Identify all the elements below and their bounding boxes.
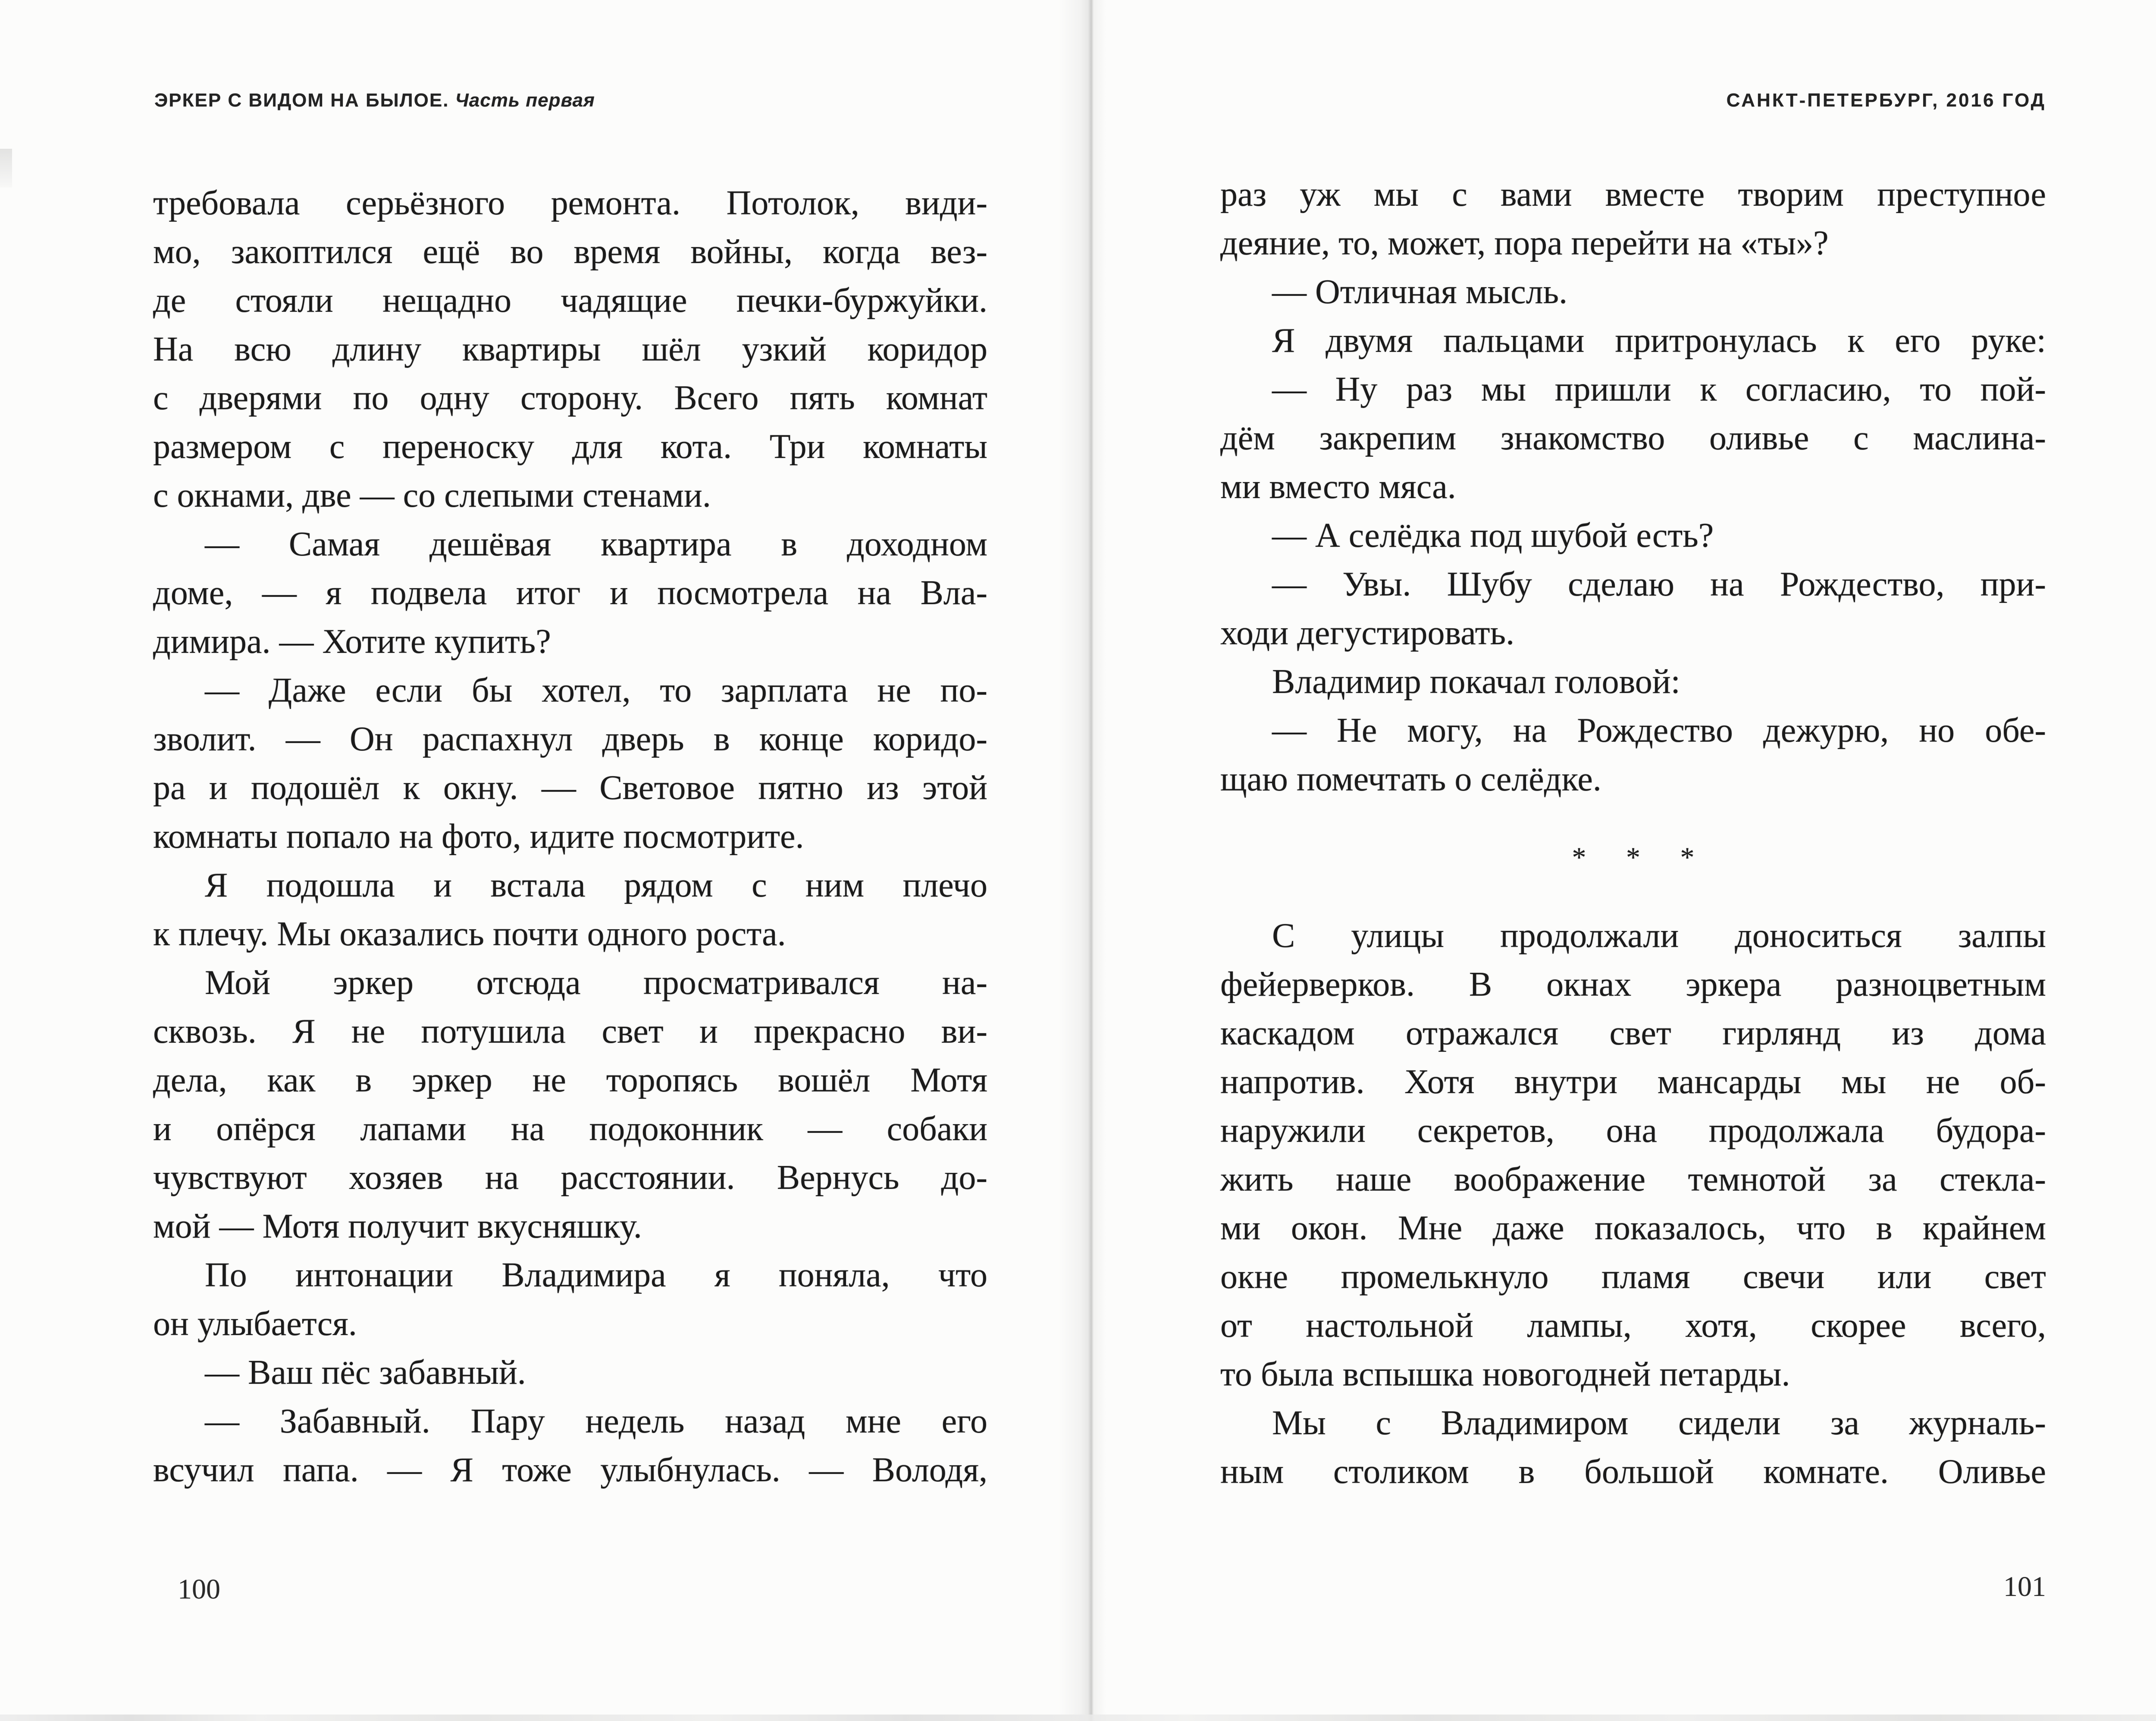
text-line: щаю помечтать о селёдке. [1220, 760, 1601, 798]
text-line: раз уж мы с вами вместе творим преступное [1220, 176, 2046, 213]
text-line: окне промелькнуло пламя свечи или свет [1220, 1258, 2046, 1296]
text-line: доме, — я подвела итог и посмотрела на Вла- [153, 574, 987, 612]
page-gutter [1059, 0, 1106, 1721]
text-line: Владимир покачал головой: [1272, 663, 1680, 701]
text-line: наружили секретов, она продолжала будора- [1220, 1112, 2046, 1150]
scan-edge-noise [0, 149, 12, 188]
text-line: и опёрся лапами на подоконник — собаки [153, 1110, 987, 1148]
scan-bottom-edge [0, 1715, 2156, 1721]
text-line: — Увы. Шубу сделаю на Рождество, при- [1272, 565, 2046, 603]
right-page-text-bottom [1220, 912, 2046, 1496]
text-line: чувствуют хозяев на расстоянии. Вернусь до- [153, 1159, 987, 1197]
text-line: с окнами, две — со слепыми стенами. [153, 476, 711, 514]
text-line: ходи дегустировать. [1220, 614, 1515, 652]
text-line: каскадом отражался свет гирлянд из дома [1220, 1014, 2046, 1052]
left-page-text [153, 179, 987, 1495]
text-line: ным столиком в большой комнате. Оливье [1220, 1453, 2046, 1491]
right-page-text-top [1220, 170, 2046, 804]
section-separator: * * * [1572, 842, 1711, 873]
right-page-text [1220, 170, 2046, 1496]
text-line: — Даже если бы хотел, то зарплата не по- [205, 671, 987, 709]
text-line: — Самая дешёвая квартира в доходном [205, 525, 987, 563]
text-line: с дверями по одну сторону. Всего пять комнат [153, 379, 987, 417]
right-page-number: 101 [2003, 1571, 2046, 1602]
text-line: — Ваш пёс забавный. [205, 1354, 526, 1392]
text-line: комнаты попало на фото, идите посмотрите. [153, 818, 804, 856]
text-line: ми окон. Мне даже показалось, что в крайнем [1220, 1209, 2046, 1247]
text-line: ра и подошёл к окну. — Световое пятно из этой [153, 769, 987, 807]
text-line: размером с переноску для кота. Три комнаты [153, 428, 987, 466]
text-line: — Не могу, на Рождество дежурю, но обе- [1272, 712, 2046, 749]
text-line: напротив. Хотя внутри мансарды мы не об- [1220, 1063, 2046, 1101]
text-line: Мы с Владимиром сидели за журналь- [1272, 1404, 2046, 1442]
text-line: жить наше воображение темнотой за стекла- [1220, 1160, 2046, 1198]
text-line: сквозь. Я не потушила свет и прекрасно ви- [153, 1013, 987, 1050]
text-line: то была вспышка новогодней петарды. [1220, 1355, 1790, 1393]
left-running-header [154, 90, 595, 111]
right-running-header [1220, 90, 2046, 111]
text-line: — Забавный. Пару недель назад мне его [205, 1402, 987, 1440]
text-line: дём закрепим знакомство оливье с маслина- [1220, 419, 2046, 457]
text-line: С улицы продолжали доноситься залпы [1272, 917, 2046, 955]
left-page-number: 100 [178, 1574, 220, 1605]
text-line: Мой эркер отсюда просматривался на- [205, 964, 987, 1002]
text-line: деяние, то, может, пора перейти на «ты»? [1220, 224, 1829, 262]
text-line: зволит. — Он распахнул дверь в конце коридо- [153, 720, 987, 758]
text-line: На всю длину квартиры шёл узкий коридор [153, 330, 987, 368]
right-header-title: САНКТ-ПЕТЕРБУРГ, 2016 ГОД [1726, 90, 2046, 111]
text-line: он улыбается. [153, 1305, 357, 1343]
text-line: Я подошла и встала рядом с ним плечо [205, 866, 987, 904]
text-line: димира. — Хотите купить? [153, 623, 551, 661]
text-line: По интонации Владимира я поняла, что [205, 1256, 987, 1294]
text-line: — А селёдка под шубой есть? [1272, 517, 1714, 555]
text-line: — Отличная мысль. [1272, 273, 1568, 311]
text-line: требовала серьёзного ремонта. Потолок, види- [153, 184, 987, 222]
text-line: Я двумя пальцами притронулась к его руке: [1272, 322, 2046, 360]
text-line: от настольной лампы, хотя, скорее всего, [1220, 1307, 2046, 1345]
text-line: фейерверков. В окнах эркера разноцветным [1220, 966, 2046, 1003]
text-line: всучил папа. — Я тоже улыбнулась. — Володя, [153, 1451, 987, 1489]
text-line: де стояли нещадно чадящие печки-буржуйки. [153, 282, 987, 320]
text-line: к плечу. Мы оказались почти одного роста. [153, 915, 786, 953]
text-line: мой — Мотя получит вкусняшку. [153, 1207, 642, 1245]
text-line: мо, закоптился ещё во время войны, когда вез- [153, 233, 987, 271]
text-line: дела, как в эркер не торопясь вошёл Мотя [153, 1061, 987, 1099]
text-line: — Ну раз мы пришли к согласию, то пой- [1272, 370, 2046, 408]
left-header-title: ЭРКЕР С ВИДОМ НА БЫЛОЕ. [154, 90, 449, 111]
text-line: ми вместо мяса. [1220, 468, 1456, 506]
left-header-subtitle: Часть первая [455, 90, 595, 111]
